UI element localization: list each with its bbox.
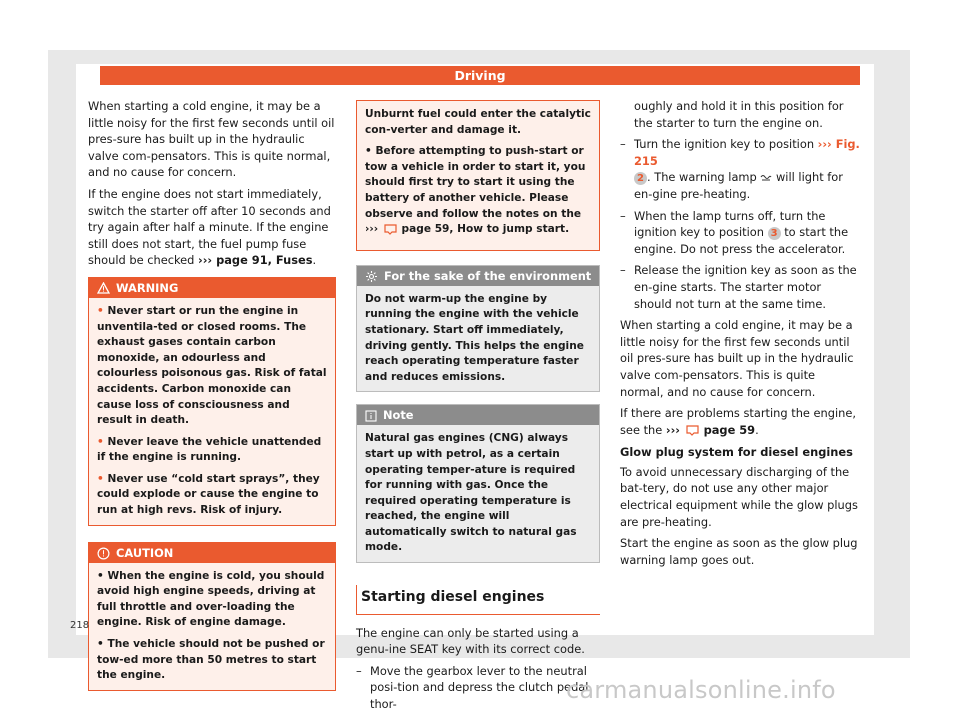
step-ignition-position-2: – Turn the ignition key to position ››› Fig. 215 2 . The warning lamp will light for en-gine pre-heating. bbox=[620, 137, 860, 201]
caution-item: • The vehicle should not be pushed or tow-ed more than 50 metres to start the engine. bbox=[97, 638, 325, 682]
figure-215-link[interactable]: Fig. 215 bbox=[634, 137, 860, 168]
unburnt-fuel-body bbox=[357, 101, 599, 250]
caution-title: CAUTION bbox=[89, 543, 335, 563]
step-release-key: – Release the ignition key as soon as the en-gine starts. The starter motor should not turn at the same time. bbox=[620, 263, 857, 311]
warning-box bbox=[88, 277, 336, 526]
column-2 bbox=[356, 98, 600, 718]
column-1 bbox=[88, 98, 336, 701]
paragraph-engine-not-start: If the engine does not start immediately, switch the starter off after 10 seconds and try again after half a minute. If the engine still does not start, the fuel pump fuse should be checked ››› page 91, Fuses. bbox=[88, 186, 331, 268]
glow-plug-icon bbox=[760, 170, 772, 184]
unburnt-fuel-text: Unburnt fuel could enter the catalytic con-verter and damage it. bbox=[365, 108, 591, 136]
paragraph-cold-engine-2: When starting a cold engine, it may be a little noisy for the first few seconds until oil pres-sure has built up in the hydraulic valve com-pensators. This is quite normal, and no cause for concern. bbox=[620, 318, 854, 399]
column-3 bbox=[620, 98, 862, 573]
note-icon bbox=[365, 407, 377, 423]
warning-title: WARNING bbox=[89, 278, 335, 298]
caution-item: • When the engine is cold, you should avoid high engine speeds, driving at full throttle and over-loading the engine. Risk of engine damage. bbox=[97, 569, 325, 629]
warning-item: • Never start or run the engine in unventila-ted or closed rooms. The exhaust gases contain carbon monoxide, an odourless and colourless poisonous gas. Risk of fatal accidents. Carbon monoxide can cause loss of consciousness and result in death. bbox=[97, 304, 327, 427]
caution-box bbox=[88, 542, 336, 691]
paragraph-start-engine: Start the engine as soon as the glow plug warning lamp goes out. bbox=[620, 536, 858, 567]
cross-ref-arrows: ››› bbox=[365, 223, 379, 236]
environment-body: Do not warm-up the engine by running the engine with the vehicle stationary. Start off immediately, driving gently. This helps the engine reach operating temperature faster and reduces emissions. bbox=[357, 286, 599, 392]
subheading-glow-plug: Glow plug system for diesel engines bbox=[620, 445, 853, 460]
diesel-intro: The engine can only be started using a genu-ine SEAT key with its correct code. bbox=[356, 625, 585, 657]
warning-item: • Never use “cold start sprays”, they could explode or cause the engine to run at high revs. Risk of injury. bbox=[97, 472, 320, 517]
paragraph-cold-engine: When starting a cold engine, it may be a little noisy for the first few seconds until oil pres-sure has built up in the hydraulic valve com-pensators. This is quite normal, and no cause for concern. bbox=[88, 99, 335, 180]
cross-ref-arrows: ››› bbox=[198, 253, 213, 268]
section-title-diesel: Starting diesel engines bbox=[356, 585, 600, 615]
note-title: Note bbox=[357, 405, 599, 425]
leaf-icon bbox=[365, 268, 378, 284]
environment-title: For the sake of the environment bbox=[357, 266, 599, 286]
environment-box bbox=[356, 265, 600, 393]
unburnt-fuel-box bbox=[356, 100, 600, 251]
caution-ref-icon bbox=[382, 223, 398, 235]
page-number: 218 bbox=[70, 620, 90, 631]
caution-body bbox=[89, 563, 335, 690]
warning-item: • Never leave the vehicle unattended if the engine is running. bbox=[97, 435, 322, 464]
note-box bbox=[356, 404, 600, 563]
step-gearbox-neutral: – Move the gearbox lever to the neutral posi-tion and depress the clutch pedal thor- bbox=[356, 663, 589, 712]
caution-ref-icon bbox=[684, 423, 700, 437]
position-2-badge: 2 bbox=[634, 172, 647, 185]
push-start-text: • Before attempting to push-start or tow a vehicle in order to start it, you should first try to start it using the battery of another vehicle. Please observe and follow the notes on the ››› page 59, How to jump start. bbox=[365, 145, 586, 236]
warning-triangle-icon bbox=[97, 280, 110, 296]
cross-ref-arrows: ››› bbox=[665, 422, 680, 437]
cross-ref-fuses-link[interactable]: page 91, Fuses bbox=[212, 253, 313, 268]
paragraph-glow-plug: To avoid unnecessary discharging of the bat-tery, do not use any other major electrical equipment while the glow plugs are pre-heating. bbox=[620, 464, 858, 529]
note-body: Natural gas engines (CNG) always start up with petrol, as a certain operating temper-ature is required for running with gas. Once the required operating temperature is reached, the engine will automatically switch to natural gas mode. bbox=[357, 425, 599, 562]
chapter-header: Driving bbox=[100, 66, 860, 85]
cross-ref-page-59-link[interactable]: page 59 bbox=[699, 422, 756, 437]
cross-ref-arrows: ››› bbox=[817, 137, 832, 152]
position-3-badge: 3 bbox=[768, 227, 781, 240]
warning-body bbox=[89, 298, 335, 525]
watermark: carmanualsonline.info bbox=[566, 676, 836, 704]
step-ignition-position-3: – When the lamp turns off, turn the ignition key to position 3 to start the engine. Do not press the accelerator. bbox=[620, 208, 849, 256]
cross-ref-jump-start-link[interactable]: page 59, How to jump start. bbox=[397, 223, 570, 236]
step-gearbox-neutral-cont: oughly and hold it in this position for the starter to turn the engine on. bbox=[634, 99, 844, 130]
caution-circle-icon bbox=[97, 545, 110, 561]
paragraph-problems-starting: If there are problems starting the engine, see the ››› page 59. bbox=[620, 406, 857, 437]
